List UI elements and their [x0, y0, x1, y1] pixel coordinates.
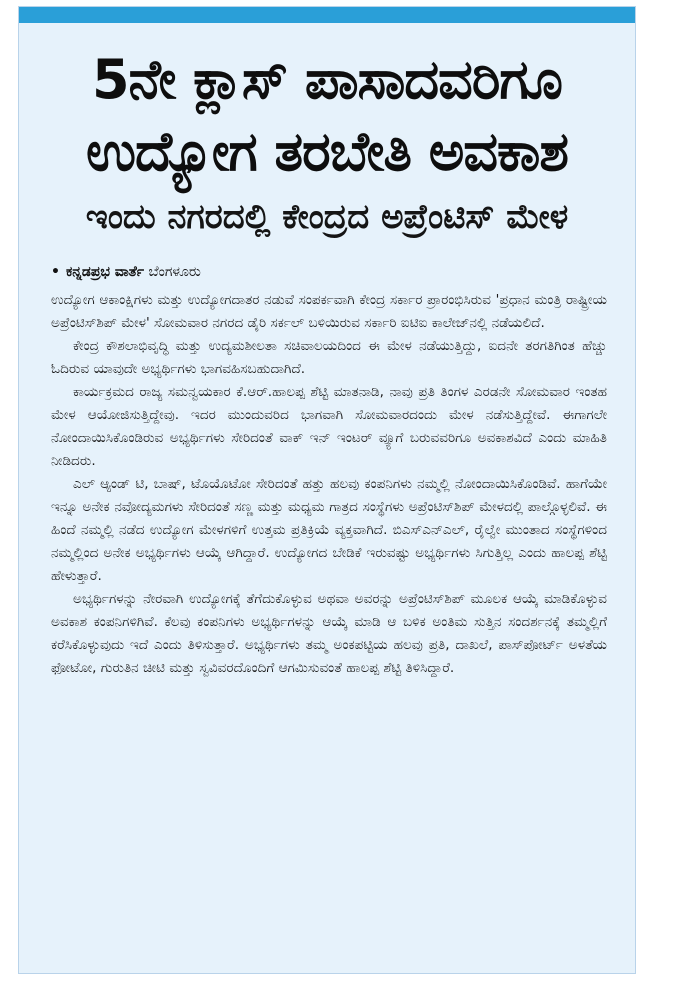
article-body — [51, 289, 607, 680]
top-accent-bar — [19, 7, 635, 23]
byline-bullet: • — [51, 264, 60, 280]
subheadline: ಇಂದು ನಗರದಲ್ಲಿ ಕೇಂದ್ರದ ಅಪ್ರೆಂಟಿಸ್ ಮೇಳ — [85, 197, 569, 237]
headline-line-2: ಉದ್ಯೋಗ ತರಬೇತಿ ಅವಕಾಶ — [86, 120, 568, 183]
byline-place: ಬೆಂಗಳೂರು — [148, 264, 201, 280]
byline — [51, 263, 201, 281]
paragraph-4: ಎಲ್ ಆ್ಯಂಡ್ ಟಿ, ಬಾಷ್, ಟೊಯೊಟೋ ಸೇರಿದಂತೆ ಹತ್ತು ಹಲವು ಕಂಪನಿಗಳು ನಮ್ಮಲ್ಲಿ ನೋಂದಾಯಿಸಿಕೊಂಡಿವೆ. ಹಾಗೆಯೇ ಇನ್ನೂ ಅನೇಕ ನವೋದ್ಯಮಗಳು ಸೇರಿದಂತೆ ಸಣ್ಣ ಮತ್ತು ಮಧ್ಯಮ ಗಾತ್ರದ ಸಂಸ್ಥೆಗಳು ಅಪ್ರೆಂಟಿಸ್‌ಶಿಪ್ ಮೇಳದಲ್ಲಿ ಪಾಲ್ಗೊಳ್ಳಲಿವೆ. ಈ ಹಿಂದೆ ನಮ್ಮಲ್ಲಿ ನಡೆದ ಉದ್ಯೋಗ ಮೇಳಗಳಿಗೆ ಉತ್ತಮ ಪ್ರತಿಕ್ರಿಯೆ ವ್ಯಕ್ತವಾಗಿದೆ. ಬಿಎಸ್‌ಎನ್‌ಎಲ್, ರೈಲ್ವೇ ಮುಂತಾದ ಸಂಸ್ಥೆಗಳಿಂದ ನಮ್ಮಲ್ಲಿಂದ ಅನೇಕ ಅಭ್ಯರ್ಥಿಗಳು ಆಯ್ಕೆ ಆಗಿದ್ದಾರೆ. ಉದ್ಯೋಗದ ಬೇಡಿಕೆ ಇರುವಷ್ಟು ಅಭ್ಯರ್ಥಿಗಳು ಸಿಗುತ್ತಿಲ್ಲ ಎಂದು ಹಾಲಪ್ಪ ಶೆಟ್ಟಿ ಹೇಳುತ್ತಾರೆ. — [51, 476, 607, 584]
paragraph-3: ಕಾರ್ಯಕ್ರಮದ ರಾಜ್ಯ ಸಮನ್ವಯಕಾರ ಕೆ.ಆರ್.ಹಾಲಪ್ಪ ಶೆಟ್ಟಿ ಮಾತನಾಡಿ, ನಾವು ಪ್ರತಿ ತಿಂಗಳ ಎರಡನೇ ಸೋಮವಾರ ಇಂತಹ ಮೇಳ ಆಯೋಜಿಸುತ್ತಿದ್ದೇವು. ಇದರ ಮುಂದುವರಿದ ಭಾಗವಾಗಿ ಸೋಮವಾರದಂದು ಮೇಳ ನಡೆಸುತ್ತಿದ್ದೇವೆ. ಈಗಾಗಲೇ ನೋಂದಾಯಿಸಿಕೊಂಡಿರುವ ಅಭ್ಯರ್ಥಿಗಳು ಸೇರಿದಂತೆ ವಾಕ್ ಇನ್ ಇಂಟರ್ ವ್ಯೂಗೆ ಬರುವವರಿಗೂ ಅವಕಾಶವಿದೆ ಎಂದು ಮಾಹಿತಿ ನೀಡಿದರು. — [51, 384, 607, 469]
paragraph-2: ಕೇಂದ್ರ ಕೌಶಲಾಭಿವೃದ್ಧಿ ಮತ್ತು ಉದ್ಯಮಶೀಲತಾ ಸಚಿವಾಲಯದಿಂದ ಈ ಮೇಳ ನಡೆಯುತ್ತಿದ್ದು, ಐದನೇ ತರಗತಿಗಿಂತ ಹೆಚ್ಚು ಓದಿರುವ ಯಾವುದೇ ಅಭ್ಯರ್ಥಿಗಳು ಭಾಗವಹಿಸಬಹುದಾಗಿದೆ. — [51, 338, 607, 377]
newspaper-clipping — [18, 6, 636, 974]
headline-line-1: 5ನೇ ಕ್ಲಾಸ್ ಪಾಸಾದವರಿಗೂ — [91, 48, 562, 111]
byline-agency: ಕನ್ನಡಪ್ರಭ ವಾರ್ತೆ — [65, 264, 145, 280]
paragraph-5: ಅಭ್ಯರ್ಥಿಗಳನ್ನು ನೇರವಾಗಿ ಉದ್ಯೋಗಕ್ಕೆ ತೆಗೆದುಕೊಳ್ಳುವ ಅಥವಾ ಅವರನ್ನು ಅಪ್ರೆಂಟಿಸ್‌ಶಿಪ್ ಮೂಲಕ ಆಯ್ಕೆ ಮಾಡಿಕೊಳ್ಳುವ ಅವಕಾಶ ಕಂಪನಿಗಳಿಗಿವೆ. ಕೆಲವು ಕಂಪನಿಗಳು ಅಭ್ಯರ್ಥಿಗಳನ್ನು ಆಯ್ಕೆ ಮಾಡಿ ಆ ಬಳಿಕ ಅಂತಿಮ ಸುತ್ತಿನ ಸಂದರ್ಶನಕ್ಕೆ ತಮ್ಮಲ್ಲಿಗೆ ಕರೆಸಿಕೊಳ್ಳುವುದು ಇದೆ ಎಂದು ತಿಳಿಸುತ್ತಾರೆ. ಅಭ್ಯರ್ಥಿಗಳು ತಮ್ಮ ಅಂಕಪಟ್ಟಿಯ ಹಲವು ಪ್ರತಿ, ದಾಖಲೆ, ಪಾಸ್‌ಪೋರ್ಟ್ ಅಳತೆಯ ಫೋಟೋ, ಗುರುತಿನ ಚೀಟಿ ಮತ್ತು ಸ್ವವಿವರದೊಂದಿಗೆ ಆಗಮಿಸುವಂತೆ ಹಾಲಪ್ಪ ಶೆಟ್ಟಿ ತಿಳಿಸಿದ್ದಾರೆ. — [51, 591, 607, 676]
paragraph-1: ಉದ್ಯೋಗ ಆಕಾಂಕ್ಷಿಗಳು ಮತ್ತು ಉದ್ಯೋಗದಾತರ ನಡುವೆ ಸಂಪರ್ಕವಾಗಿ ಕೇಂದ್ರ ಸರ್ಕಾರ ಪ್ರಾರಂಭಿಸಿರುವ 'ಪ್ರಧಾನ ಮಂತ್ರಿ ರಾಷ್ಟ್ರೀಯ ಅಪ್ರೆಂಟಿಸ್‌ಶಿಪ್ ಮೇಳ' ಸೋಮವಾರ ನಗರದ ಡೈರಿ ಸರ್ಕಲ್ ಬಳಿಯಿರುವ ಸರ್ಕಾರಿ ಐಟಿಐ ಕಾಲೇಜ್‌ನಲ್ಲಿ ನಡೆಯಲಿದೆ. — [51, 292, 607, 331]
